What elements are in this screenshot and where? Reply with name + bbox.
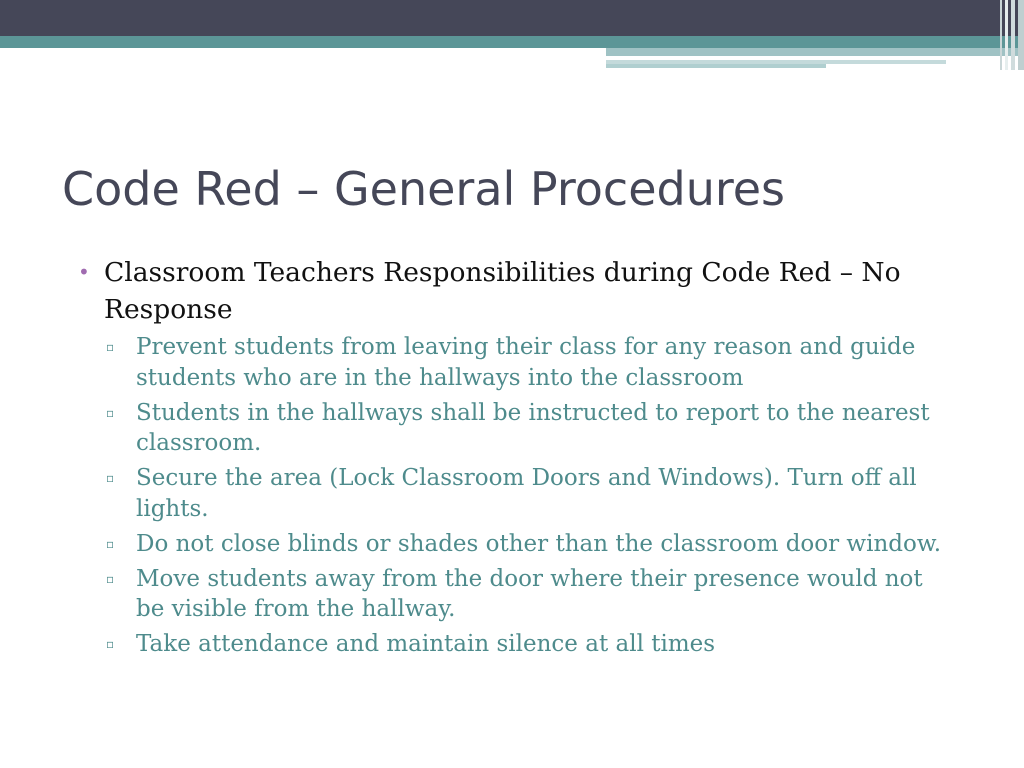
- header-stripe: [1011, 0, 1015, 70]
- sub-bullet-item: [78, 529, 958, 560]
- square-bullet-icon: ▫: [106, 536, 115, 551]
- main-bullet-point: [78, 254, 958, 328]
- sub-bullet-text: Move students away from the door where their presence would not be visible from the hallway.: [136, 565, 923, 622]
- sub-bullet-text: Prevent students from leaving their class for any reason and guide students who are in the hallways into the classroom: [136, 334, 916, 391]
- sub-bullet-item: [78, 564, 958, 625]
- sub-bullet-text: Take attendance and maintain silence at all times: [136, 631, 716, 657]
- sub-bullet-item: [78, 463, 958, 524]
- slide-title: Code Red – General Procedures: [62, 162, 786, 216]
- square-bullet-icon: ▫: [106, 637, 115, 651]
- square-bullet-icon: ▫: [106, 471, 115, 485]
- sub-bullet-text: Secure the area (Lock Classroom Doors and Windows). Turn off all lights.: [136, 465, 917, 522]
- sub-bullet-text: Students in the hallways shall be instructed to report to the nearest classroom.: [136, 399, 930, 456]
- sub-bullet-item: [78, 398, 958, 459]
- header-stripe: [1018, 0, 1024, 70]
- main-bullet-icon: •: [78, 260, 90, 284]
- sub-bullet-item: [78, 332, 958, 393]
- header-accent-line-short: [606, 64, 826, 68]
- square-bullet-icon: ▫: [106, 340, 115, 354]
- slide-content: [78, 254, 958, 664]
- square-bullet-icon: ▫: [106, 405, 115, 420]
- sub-bullet-text: Do not close blinds or shades other than the classroom door window.: [136, 530, 942, 557]
- sub-bullet-item: [78, 629, 958, 660]
- main-bullet-text: Classroom Teachers Responsibilities during Code Red – No Response: [104, 257, 901, 325]
- header-teal-bar: [0, 36, 1024, 48]
- sub-bullet-list: [78, 332, 958, 660]
- header-stripe: [1005, 0, 1008, 70]
- square-bullet-icon: ▫: [106, 571, 115, 586]
- header-dark-bar: [0, 0, 1024, 36]
- header-stripe: [1000, 0, 1002, 70]
- header-stripes: [990, 0, 1024, 70]
- header-accent-bar: [606, 48, 1024, 56]
